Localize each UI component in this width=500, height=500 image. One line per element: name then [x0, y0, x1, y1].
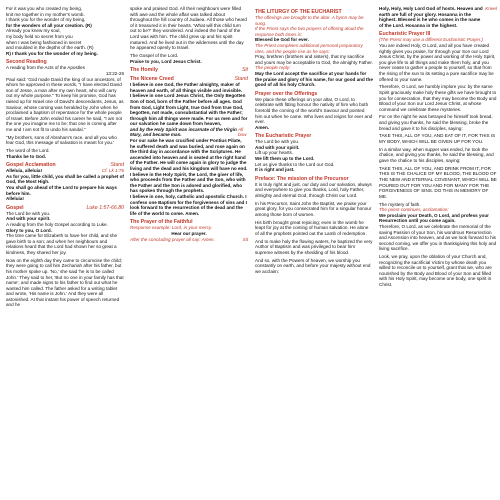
text-line-label: Gospel Acclamation	[6, 162, 56, 169]
text-line-label: The Homily	[130, 67, 158, 74]
text-line: Blessed be God for ever.	[255, 37, 309, 43]
text-line: As for you, little child, you shall be called a prophet of God, the Most High.	[6, 173, 124, 185]
section-heading: THE LITURGY OF THE EUCHARIST	[255, 9, 342, 15]
text-line: Let us give thanks to the Lord our God.	[255, 161, 335, 167]
column-3	[255, 6, 373, 277]
text-line: Alleluia!	[6, 196, 24, 202]
text-line: Now on the eighth day they came to circumcise the child; they were going to call him Zechariah after his father, but his mother spoke up. 'No,' she said 'he is to be called John.' They said to her, 'But no one in your family has that name', and made signs to his father to find out what he wanted him called. The father asked for a writing tablet and wrote, 'His name is John.' And they were all astonished. At that instant his power of speech returned and he	[6, 257, 124, 308]
rubric-posture: Stand	[234, 76, 248, 83]
text-line: And to make holy the flowing waters, he baptized the very Author of Baptism and was privileged to bear him supreme witness by the shedding of his blood.	[255, 238, 373, 255]
text-line: If the Priest says the two prayers of offering aloud the response both times is:	[255, 26, 364, 37]
text-line: TAKE THIS, ALL OF YOU, AND EAT OF IT, FOR THIS IS MY BODY, WHICH WILL BE GIVEN UP FOR YOU.	[379, 133, 496, 145]
text-line: In a similar way, when supper was ended, he took the chalice, and giving you thanks, he said the blessing, and gave the chalice to his disciples, saying:	[379, 146, 494, 163]
text-line: knit me together in my mother's womb.	[6, 11, 85, 17]
text-line: "My brothers, sons of Abraham's race, and all you who fear God, this message of salvation is meant for you.'	[6, 134, 117, 146]
section-heading: Preface: The mission of the Precursor	[255, 175, 349, 182]
text-line: For it was you who created my being,	[6, 6, 83, 11]
text-line: TAKE THIS, ALL OF YOU, AND DRINK FROM IT, FOR THIS IS THE CHALICE OF MY BLOOD, THE BLOOD OF THE NEW AND ETERNAL COVENANT, WHICH WILL BE POURED OUT FOR YOU AND FOR MANY FOR THE FORGIVENESS OF SINS. DO THIS IN MEMORY OF ME.	[379, 165, 497, 199]
column-4	[379, 6, 497, 290]
text-line: Therefore, O Lord, we humbly implore you: by the same Spirit graciously make holy these gifts we have brought to you for consecration, that they may become the Body and Blood of your Son our Lord Jesus Christ, at whose command we celebrate these mysteries.	[379, 84, 497, 112]
section-heading	[130, 67, 248, 73]
text-line: 13:22-26	[105, 70, 124, 76]
text-line: I believe in one Lord Jesus Christ, the Only Begotten Son of God, born of the Father before all ages. God from God, Light from Light, true God from true God, begotten, not made, consubstantial with the Father; through him all things were made. For us men and for our salvation he came down from heaven,	[130, 93, 248, 127]
text-line-label: Gospel	[6, 204, 24, 211]
text-line: I believe in one, holy, catholic and apostolic Church. I confess one Baptism for the forgiveness of sins and I look forward to the resurrection of the dead and the life of the world to come. Amen.	[130, 194, 247, 216]
text-line: You are indeed Holy, O Lord, and all you have created rightly gives you praise, for through your Son our Lord Jesus Christ, by the power and working of the Holy Spirit, you give life to all things and make them holy, and you never cease to gather a people to yourself, so that from the rising of the sun to its setting a pure sacrifice may be offered to your name.	[379, 42, 496, 82]
section-heading: Eucharistic Prayer III	[379, 31, 431, 38]
rubric-posture: Stand	[110, 162, 124, 169]
text-line: In his Precursor, Saint John the Baptist, we praise your great glory, for you consecrated him for a singular honour among those born of women.	[255, 200, 372, 217]
text-line: The people reply:	[255, 65, 291, 71]
text-line: Hear our prayer.	[171, 230, 207, 236]
text-line: A reading from the holy Gospel according to Luke.	[6, 221, 108, 227]
text-line: And with your spirit.	[6, 216, 51, 222]
text-line-label: After the concluding prayer all say: Amen.	[130, 236, 215, 242]
text-line-label: Holy, Holy, Holy Lord God of hosts. Heaven and earth are full of your glory. Hosanna in the highest. Blessed is he who comes in the name of the Lord. Hosanna in the highest.	[379, 6, 483, 28]
section-heading: Prayer over the Offerings	[255, 90, 318, 97]
text-line: Paul said: 'God made David the king of our ancestors, of whom he approved in these words, "I have elected David son of Jesse, a man after my own heart, who will carry out my whole purpose." To keep his promise, God has raised up for Israel one of David's descendants, Jesus, as Saviour, whose coming was heralded by John when he proclaimed a baptism of repentance for the whole people of Israel. Before John ended his career he said, "I am not the one you imagine me to be; that one is coming after me and I am not fit to undo his sandal."	[6, 76, 124, 132]
section-heading: Second Reading	[6, 59, 47, 66]
text-line: I believe in one God, the Father almighty, maker of heaven and earth, of all things visible and invisible.	[130, 82, 243, 93]
text-line-label: and by the Holy Spirit was incarnate of the Virgin Mary, and became man.	[130, 126, 237, 138]
text-line: You shall go ahead of the Lord to prepare his ways before him.	[6, 185, 117, 196]
text-line: when I was being fashioned in secret	[6, 39, 82, 45]
text-line: For on the night he was betrayed he himself took bread, and giving you thanks, he said the blessing, broke the bread and gave it to his disciples, saying:	[379, 114, 493, 131]
text-line: May the Lord accept the sacrifice at your hands for the praise and glory of his name, for our good and the good of all his holy Church.	[255, 70, 373, 88]
text-line: Therefore, O Lord, as we celebrate the memorial of the saving Passion of your Son, his wondrous Resurrection and Ascension into heaven, and as we look forward to his second coming, we offer you in thanksgiving this holy and living sacrifice.	[379, 223, 497, 252]
text-line: And with your spirit.	[255, 144, 300, 150]
rubric-posture: Sit	[241, 67, 248, 74]
text-line: my body held no secret from you	[6, 33, 73, 39]
text-line: A reading from the Acts of the Apostles	[6, 65, 85, 71]
rubric-posture: All bow	[237, 126, 247, 138]
text-line	[379, 6, 497, 28]
text-line	[130, 237, 248, 243]
text-line: The Gospel of the Lord.	[130, 52, 179, 58]
text-line: R) I thank you for the wonder of my being.	[6, 50, 98, 56]
text-line: We place these offerings on your altar, O Lord, to celebrate with fitting honour the nativity of him who both foretold the coming of the world's Saviour and pointed him out when he came. Who lives and reigns for ever and ever.	[255, 96, 373, 125]
text-line: For our sake he was crucified under Pontius Pilate, he suffered death and was buried, and rose again on the third day in accordance with the Scriptures. He ascended into heaven and is seated at the right hand of the Father. He will come again in glory to judge the living and the dead and his kingdom will have no end.	[130, 138, 248, 172]
text-line: Pray, brethren (brothers and sisters), that my sacrifice and yours may be acceptable to God, the almighty Father.	[255, 54, 373, 65]
text-line: Amen.	[255, 124, 270, 130]
text-line: His birth brought great rejoicing; even in the womb he leapt for joy at the coming of human salvation. He alone of all the prophets pointed out the Lamb of redemption.	[255, 219, 369, 236]
text-line: The time came for Elizabeth to have her child, and she gave birth to a son; and when her neighbours and relations heard that the Lord had shown her so great a kindness, they shared her joy.	[6, 233, 118, 255]
text-line: The priest continues, acclamation:	[379, 207, 449, 213]
text-line: We lift them up to the Lord.	[255, 156, 315, 162]
text-line: The Priest completes additional personal preparatory rites, and the people rise as he says:	[255, 42, 363, 54]
text-line: The Lord be with you.	[6, 210, 51, 216]
text-line-label: The Nicene Creed	[130, 76, 174, 83]
section-heading: The Eucharistic Prayer	[255, 133, 312, 140]
text-line: (The Priest may use a different Eucharistic Prayer.)	[379, 37, 483, 43]
text-line: It is right and just.	[255, 167, 295, 173]
column-1	[6, 6, 124, 310]
section-heading: The Prayer of the Faithful	[130, 219, 193, 226]
text-line: The mystery of faith.	[379, 201, 421, 207]
text-line: The Lord be with you.	[255, 139, 300, 145]
text-line: Already you knew my soul,	[6, 28, 61, 34]
column-2	[130, 6, 248, 242]
text-line: I thank you for the wonder of my being,	[6, 17, 86, 23]
text-line: Lift up your hearts.	[255, 150, 294, 156]
rubric-posture: Luke 1:57-66,80	[86, 204, 124, 211]
text-line: Glory to you, O Lord.	[6, 227, 52, 233]
text-line	[130, 127, 248, 138]
text-line: The word of the Lord.	[6, 148, 50, 154]
text-line: The offerings are brought to the altar. A hymn may be sung.	[255, 15, 364, 26]
rubric-posture: Kneel	[485, 6, 497, 11]
text-line: I believe in the Holy Spirit, the Lord, the giver of life, who proceeds from the Father and the Son, who with the Father and the Son is adored and glorified, who has spoken through the prophets.	[130, 171, 246, 194]
rubric-posture: Cf. Lk 1:76	[101, 168, 124, 174]
text-line: Look, we pray, upon the oblation of your Church and, recognizing the sacrificial Victim by whose death you willed to reconcile us to yourself, grant that we, who are nourished by the Body and Blood of your Son and filled with his Holy Spirit, may become one body, one spirit in Christ.	[379, 254, 492, 288]
text-line: for the wonders of all your creation. (R)	[6, 22, 92, 28]
rubric-posture: Sit	[242, 236, 248, 242]
text-line: And so, with the Powers of heaven, we worship you constantly on earth, and before your majesty without end we acclaim:	[255, 257, 371, 274]
text-line: It is truly right and just, our duty and our salvation, always and everywhere to give you thanks, Lord, holy Father, almighty and eternal God, through Christ our Lord.	[255, 181, 372, 199]
text-line: spoke and praised God. All their neighbours were filled with awe and the whole affair was talked about throughout the hill country of Judaea. All those who heard of it treasured it in their hearts. 'What will this child turn out to be?' they wondered. And indeed the hand of the Lord was with him. The child grew up and his spirit matured. And he lived out in the wilderness until the day he appeared openly to Israel.	[130, 6, 247, 51]
text-line: Praise to you, Lord Jesus Christ.	[130, 58, 202, 64]
text-line-label: Alleluia, alleluia!	[6, 168, 42, 174]
text-line: Thanks be to God.	[6, 153, 47, 159]
text-line: We proclaim your Death, O Lord, and profess your Resurrection until you come again.	[379, 212, 489, 224]
text-line: and moulded in the depths of the earth. (R)	[6, 45, 94, 51]
text-line: Response example: Lord, in your mercy.	[130, 225, 213, 231]
